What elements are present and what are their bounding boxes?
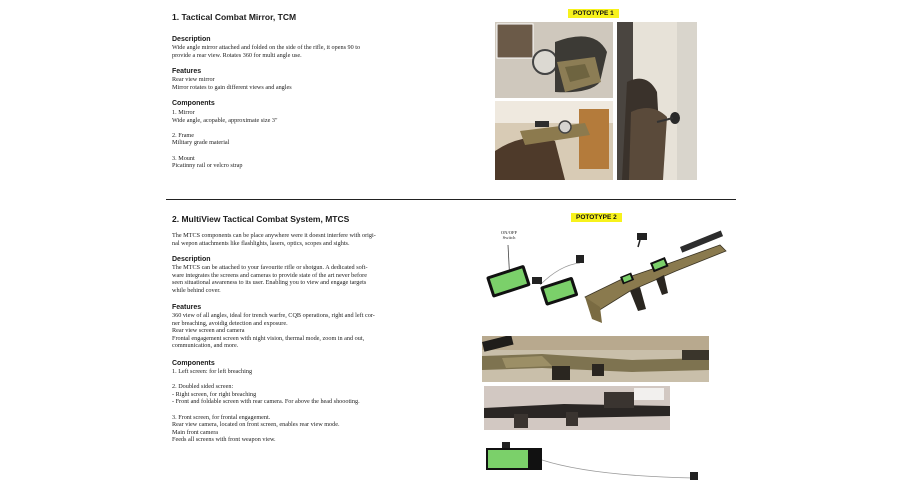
section1-features-heading: Features <box>172 68 202 75</box>
section1-components: 1. Mirror Wide angle, acopable, approximate size 3" 2. Frame Military grade material 3. Mount Picatinny rail or velcro strap <box>172 109 278 170</box>
section2-description-heading: Description <box>172 256 211 263</box>
section1-features: Rear view mirror Mirror rotates to gain different views and angles <box>172 76 292 91</box>
rifle-aim-photo <box>495 101 613 180</box>
switch-device <box>532 277 542 284</box>
section1-components-heading: Components <box>172 100 215 107</box>
rear-camera <box>637 233 647 247</box>
double-sided-screen <box>540 276 579 306</box>
rifle-aim-drawing <box>495 101 613 180</box>
prototype-2-label: POTOTYPE 2 <box>571 213 622 222</box>
screen-camera-diagram <box>482 438 702 484</box>
on-off-switch-label: ON/OFF Switch <box>500 230 518 241</box>
section1-description-heading: Description <box>172 36 211 43</box>
mtcs-rifle-photo-1 <box>482 336 709 382</box>
section2-features-heading: Features <box>172 304 202 311</box>
camera-cable <box>542 460 694 478</box>
soldier-mirror-photo <box>617 22 697 180</box>
section2-components: 1. Left screen: for left breaching 2. Doubled sided screen: - Right screen, for right breaching - Front and foldable screen with rear camera. For above the head shoooting. 3. Front screen, for frontal engagement. Rear view camera, located on front screen, enables rear view mode. Main front camera Feeds all screens with front weapon view. <box>172 368 360 444</box>
section2-description: The MTCS can be attached to your favourite rifle or shotgun. A dedicated soft- ware integrates the screens and cameras to provide state of the art never before seen situational awareness to its user. Enabling you to view and engage targets while behind cover. <box>172 264 368 294</box>
prototype-1-label: POTOTYPE 1 <box>568 9 619 18</box>
section2-intro: The MTCS components can be place anywhere were it doesnt interfere with origi- nal wepon attachments like flashlights, lasers, optics, scopes and sights. <box>172 232 376 247</box>
section-divider <box>166 199 736 200</box>
section2-features: 360 view of all angles, ideal for trench warfre, CQB operations, right and left cor- ner breaching, avoidig detection and exposure. Rear view screen and camera Frontal engagement screen with night vision, thermal mode, zoom in and out, communication, and more. <box>172 312 375 350</box>
section2-title: 2. MultiView Tactical Combat System, MTCS <box>172 214 350 224</box>
left-screen <box>486 265 531 298</box>
mtcs-rifle-photo-2 <box>484 386 670 430</box>
mirror-rifle-drawing <box>495 22 613 98</box>
mirror-rifle-photo <box>495 22 613 98</box>
remote-camera <box>690 472 698 480</box>
section1-description: Wide angle mirror attached and folded on the side of the rifle, it opens 90 to provide a rear view. Rotates 360 for multi angle use. <box>172 44 361 59</box>
section2-components-heading: Components <box>172 360 215 367</box>
rifle-photo-2-drawing <box>484 386 670 430</box>
side-module <box>576 255 584 263</box>
rifle-photo-1-drawing <box>482 336 709 382</box>
soldier-drawing <box>617 22 697 180</box>
mtcs-rifle-diagram <box>480 225 735 330</box>
rifle-body <box>585 231 726 323</box>
section1-title: 1. Tactical Combat Mirror, TCM <box>172 12 297 22</box>
top-camera <box>502 442 510 448</box>
